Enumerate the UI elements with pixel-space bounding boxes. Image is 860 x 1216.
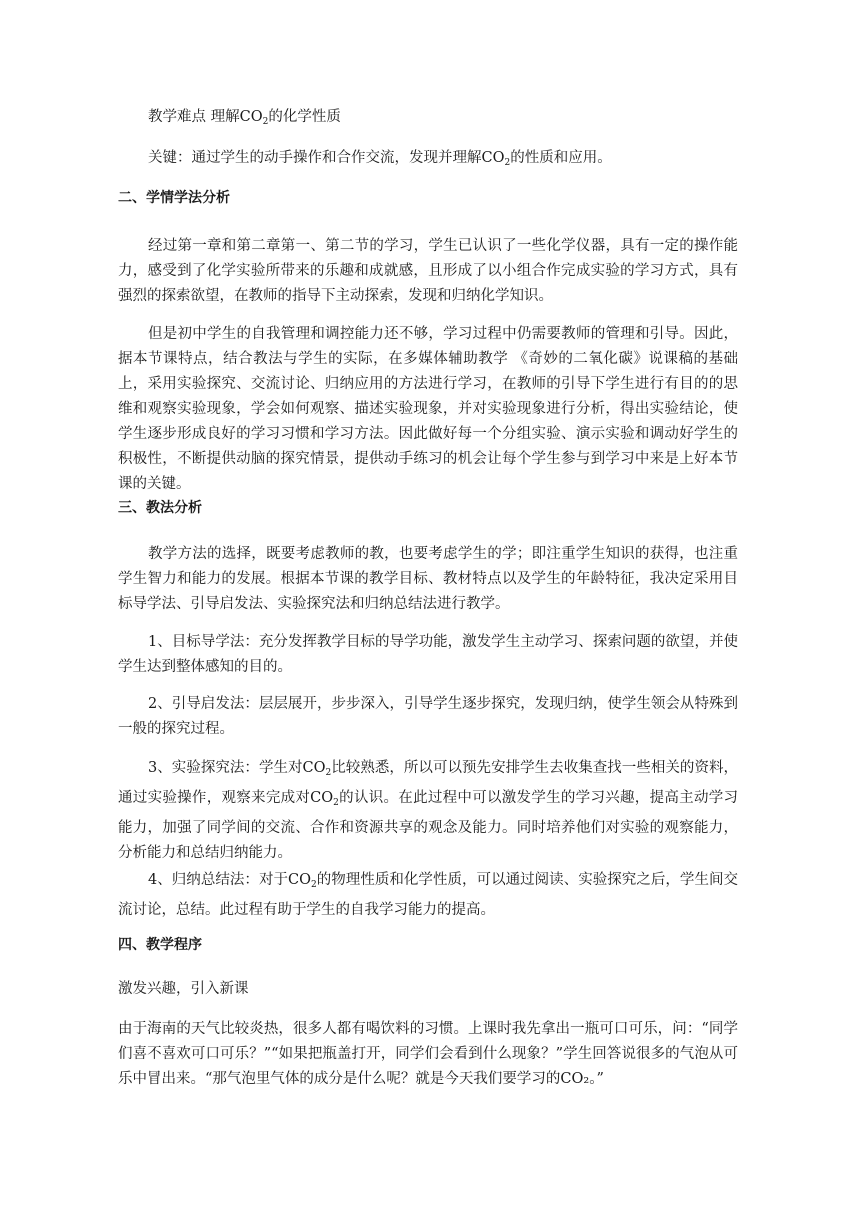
co2-subscript: 2	[504, 158, 511, 168]
co2-formula: CO	[302, 760, 326, 776]
co2-subscript: 2	[325, 768, 332, 778]
difficulty-tail: 的化学性质	[268, 109, 341, 125]
section3-paragraph-1: 教学方法的选择，既要考虑教师的教，也要考虑学生的学；即注重学生知识的获得，也注重学生智力和能力的发展。根据本节课的教学目标、教材特点以及学生的年龄特征，我决定采用目标导学法、引导启发法、实验探究法和归纳总结法进行教学。	[118, 546, 738, 612]
key-point-line	[118, 148, 738, 173]
method-item-2: 2、引导启发法：层层展开，步步深入，引导学生逐步探究，发现归纳，使学生领会从特殊到一般的探究过程。	[118, 696, 738, 737]
key-tail: 的性质和应用。	[510, 150, 612, 166]
item4-part-b: 的物理性质和化学性质，可以通过阅读、实验探究之后，学生间交流讨论，总结。此过程有助于学生的自我学习能力的提高。	[118, 872, 738, 918]
co2-formula: CO	[288, 872, 311, 888]
item4-part-a: 4、归纳总结法：对于	[148, 872, 288, 888]
co2-formula: CO	[310, 790, 334, 806]
co2-formula: CO	[481, 150, 505, 166]
item3-part-b: 比较熟悉，所以可以预先安排学生去收集查找一些相关的资料，通过实验操作，观察来完成对	[118, 760, 738, 806]
item3-part-a: 3、实验探究法：学生对	[148, 760, 303, 776]
co2-subscript: 2	[310, 880, 317, 890]
co2-formula: CO	[239, 109, 263, 125]
item3-part-c: 的认识。在此过程中可以激发学生的学习兴趣，提高主动学习能力，加强了同学间的交流、合作和资源共享的观念及能力。同时培养他们对实验的观察能力，分析能力和总结归纳能力。	[118, 790, 739, 861]
section4-paragraph-1: 由于海南的天气比较炎热，很多人都有喝饮料的习惯。上课时我先拿出一瓶可口可乐，问：“同学们喜不喜欢可口可乐？”“如果把瓶盖打开，同学们会看到什么现象？”学生回答说很多的气泡从可乐中冒出来。“那气泡里气体的成分是什么呢？就是今天我们要学习的CO₂。”	[118, 1021, 738, 1087]
section-heading-2: 二、学情学法分析	[118, 190, 230, 206]
difficulty-label: 教学难点 理解	[148, 109, 240, 125]
section2-paragraph-1: 经过第一章和第二章第一、第二节的学习，学生已认识了一些化学仪器，具有一定的操作能力，感受到了化学实验所带来的乐趣和成就感，且形成了以小组合作完成实验的学习方式，具有强烈的探索欲望，在教师的指导下主动探索，发现和归纳化学知识。	[118, 238, 738, 304]
co2-subscript: 2	[333, 798, 339, 808]
teaching-difficulty-line	[118, 107, 738, 132]
key-head: 关键：通过学生的动手操作和合作交流，发现并理解	[148, 150, 482, 166]
intro-line: 激发兴趣，引入新课	[118, 981, 249, 997]
method-item-4	[118, 868, 738, 923]
section2-paragraph-2: 但是初中学生的自我管理和调控能力还不够，学习过程中仍需要教师的管理和引导。因此，据本节课特点，结合教法与学生的实际，在多媒体辅助教学 《奇妙的二氧化碳》说课稿的基础上，采用实验探究、交流讨论、归纳应用的方法进行学习，在教师的引导下学生进行有目的的思维和观察实验现象，学会如何观察、描述实验现象，并对实验现象进行分析，得出实验结论，使学生逐步形成良好的学习习惯和学习方法。因此做好每一个分组实验、演示实验和调动好学生的积极性，不断提供动脑的探究情景，提供动手练习的机会让每个学生参与到学习中来是上好本节课的关键。	[118, 326, 738, 492]
co2-subscript: 2	[262, 117, 269, 127]
method-item-3	[118, 756, 738, 866]
section-heading-4: 四、教学程序	[118, 937, 202, 953]
method-item-1: 1、目标导学法：充分发挥教学目标的导学功能，激发学生主动学习、探索问题的欲望，并使学生达到整体感知的目的。	[118, 634, 738, 675]
section-heading-3: 三、教法分析	[118, 500, 202, 516]
